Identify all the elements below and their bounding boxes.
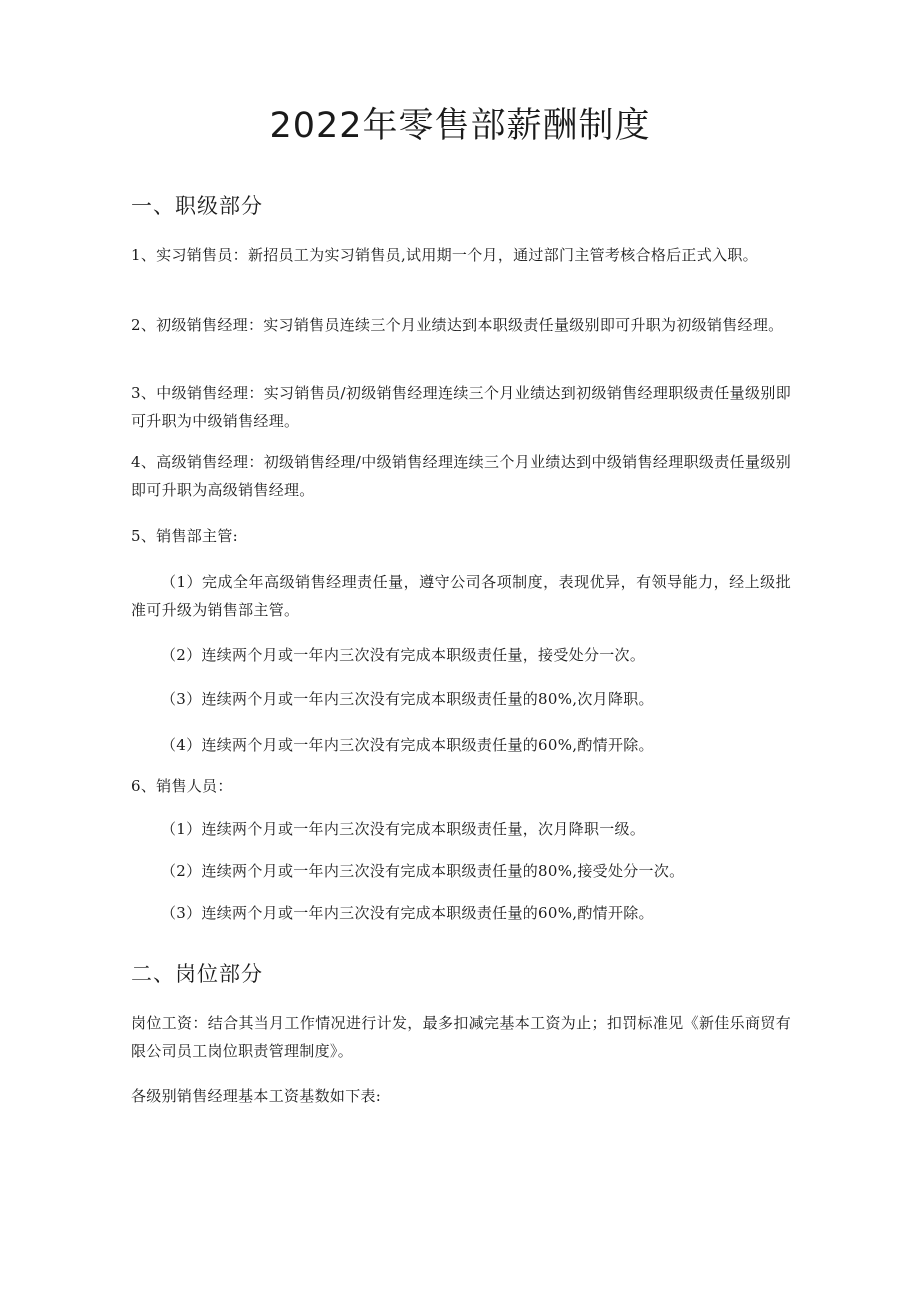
- section-heading-position: 二、岗位部分: [131, 962, 263, 986]
- page-title: 2022年零售部薪酬制度: [269, 106, 651, 146]
- paragraph-position-salary: 岗位工资：结合其当月工作情况进行计发，最多扣减完基本工资为止；扣罚标准见《新佳乐商贸有限公司员工岗位职责管理制度》。: [131, 1014, 791, 1060]
- paragraph-senior-manager: 4、高级销售经理：初级销售经理/中级销售经理连续三个月业绩达到中级销售经理职级责任量级别即可升职为高级销售经理。: [131, 453, 791, 499]
- paragraph-intern: 1、实习销售员：新招员工为实习销售员,试用期一个月，通过部门主管考核合格后正式入职。: [131, 246, 758, 264]
- paragraph-mid-manager: 3、中级销售经理：实习销售员/初级销售经理连续三个月业绩达到初级销售经理职级责任量级别即可升职为中级销售经理。: [131, 384, 791, 430]
- sales-staff-rule-1: （1）连续两个月或一年内三次没有完成本职级责任量，次月降职一级。: [161, 820, 646, 838]
- paragraph-base-salary-intro: 各级别销售经理基本工资基数如下表:: [131, 1087, 382, 1105]
- paragraph-junior-manager: 2、初级销售经理：实习销售员连续三个月业绩达到本职级责任量级别即可升职为初级销售经理。: [131, 316, 784, 334]
- supervisor-rule-1: （1）完成全年高级销售经理责任量，遵守公司各项制度，表现优异，有领导能力，经上级批准可升级为销售部主管。: [131, 573, 791, 619]
- paragraph-supervisor-label: 5、销售部主管:: [131, 527, 238, 545]
- supervisor-rule-3: （3）连续两个月或一年内三次没有完成本职级责任量的80%,次月降职。: [161, 690, 654, 708]
- supervisor-rule-4: （4）连续两个月或一年内三次没有完成本职级责任量的60%,酌情开除。: [161, 736, 654, 754]
- supervisor-rule-2: （2）连续两个月或一年内三次没有完成本职级责任量，接受处分一次。: [161, 646, 646, 664]
- sales-staff-rule-2: （2）连续两个月或一年内三次没有完成本职级责任量的80%,接受处分一次。: [161, 862, 685, 880]
- paragraph-sales-staff-label: 6、销售人员：: [131, 777, 233, 795]
- section-heading-rank: 一、职级部分: [131, 194, 263, 218]
- sales-staff-rule-3: （3）连续两个月或一年内三次没有完成本职级责任量的60%,酌情开除。: [161, 904, 654, 922]
